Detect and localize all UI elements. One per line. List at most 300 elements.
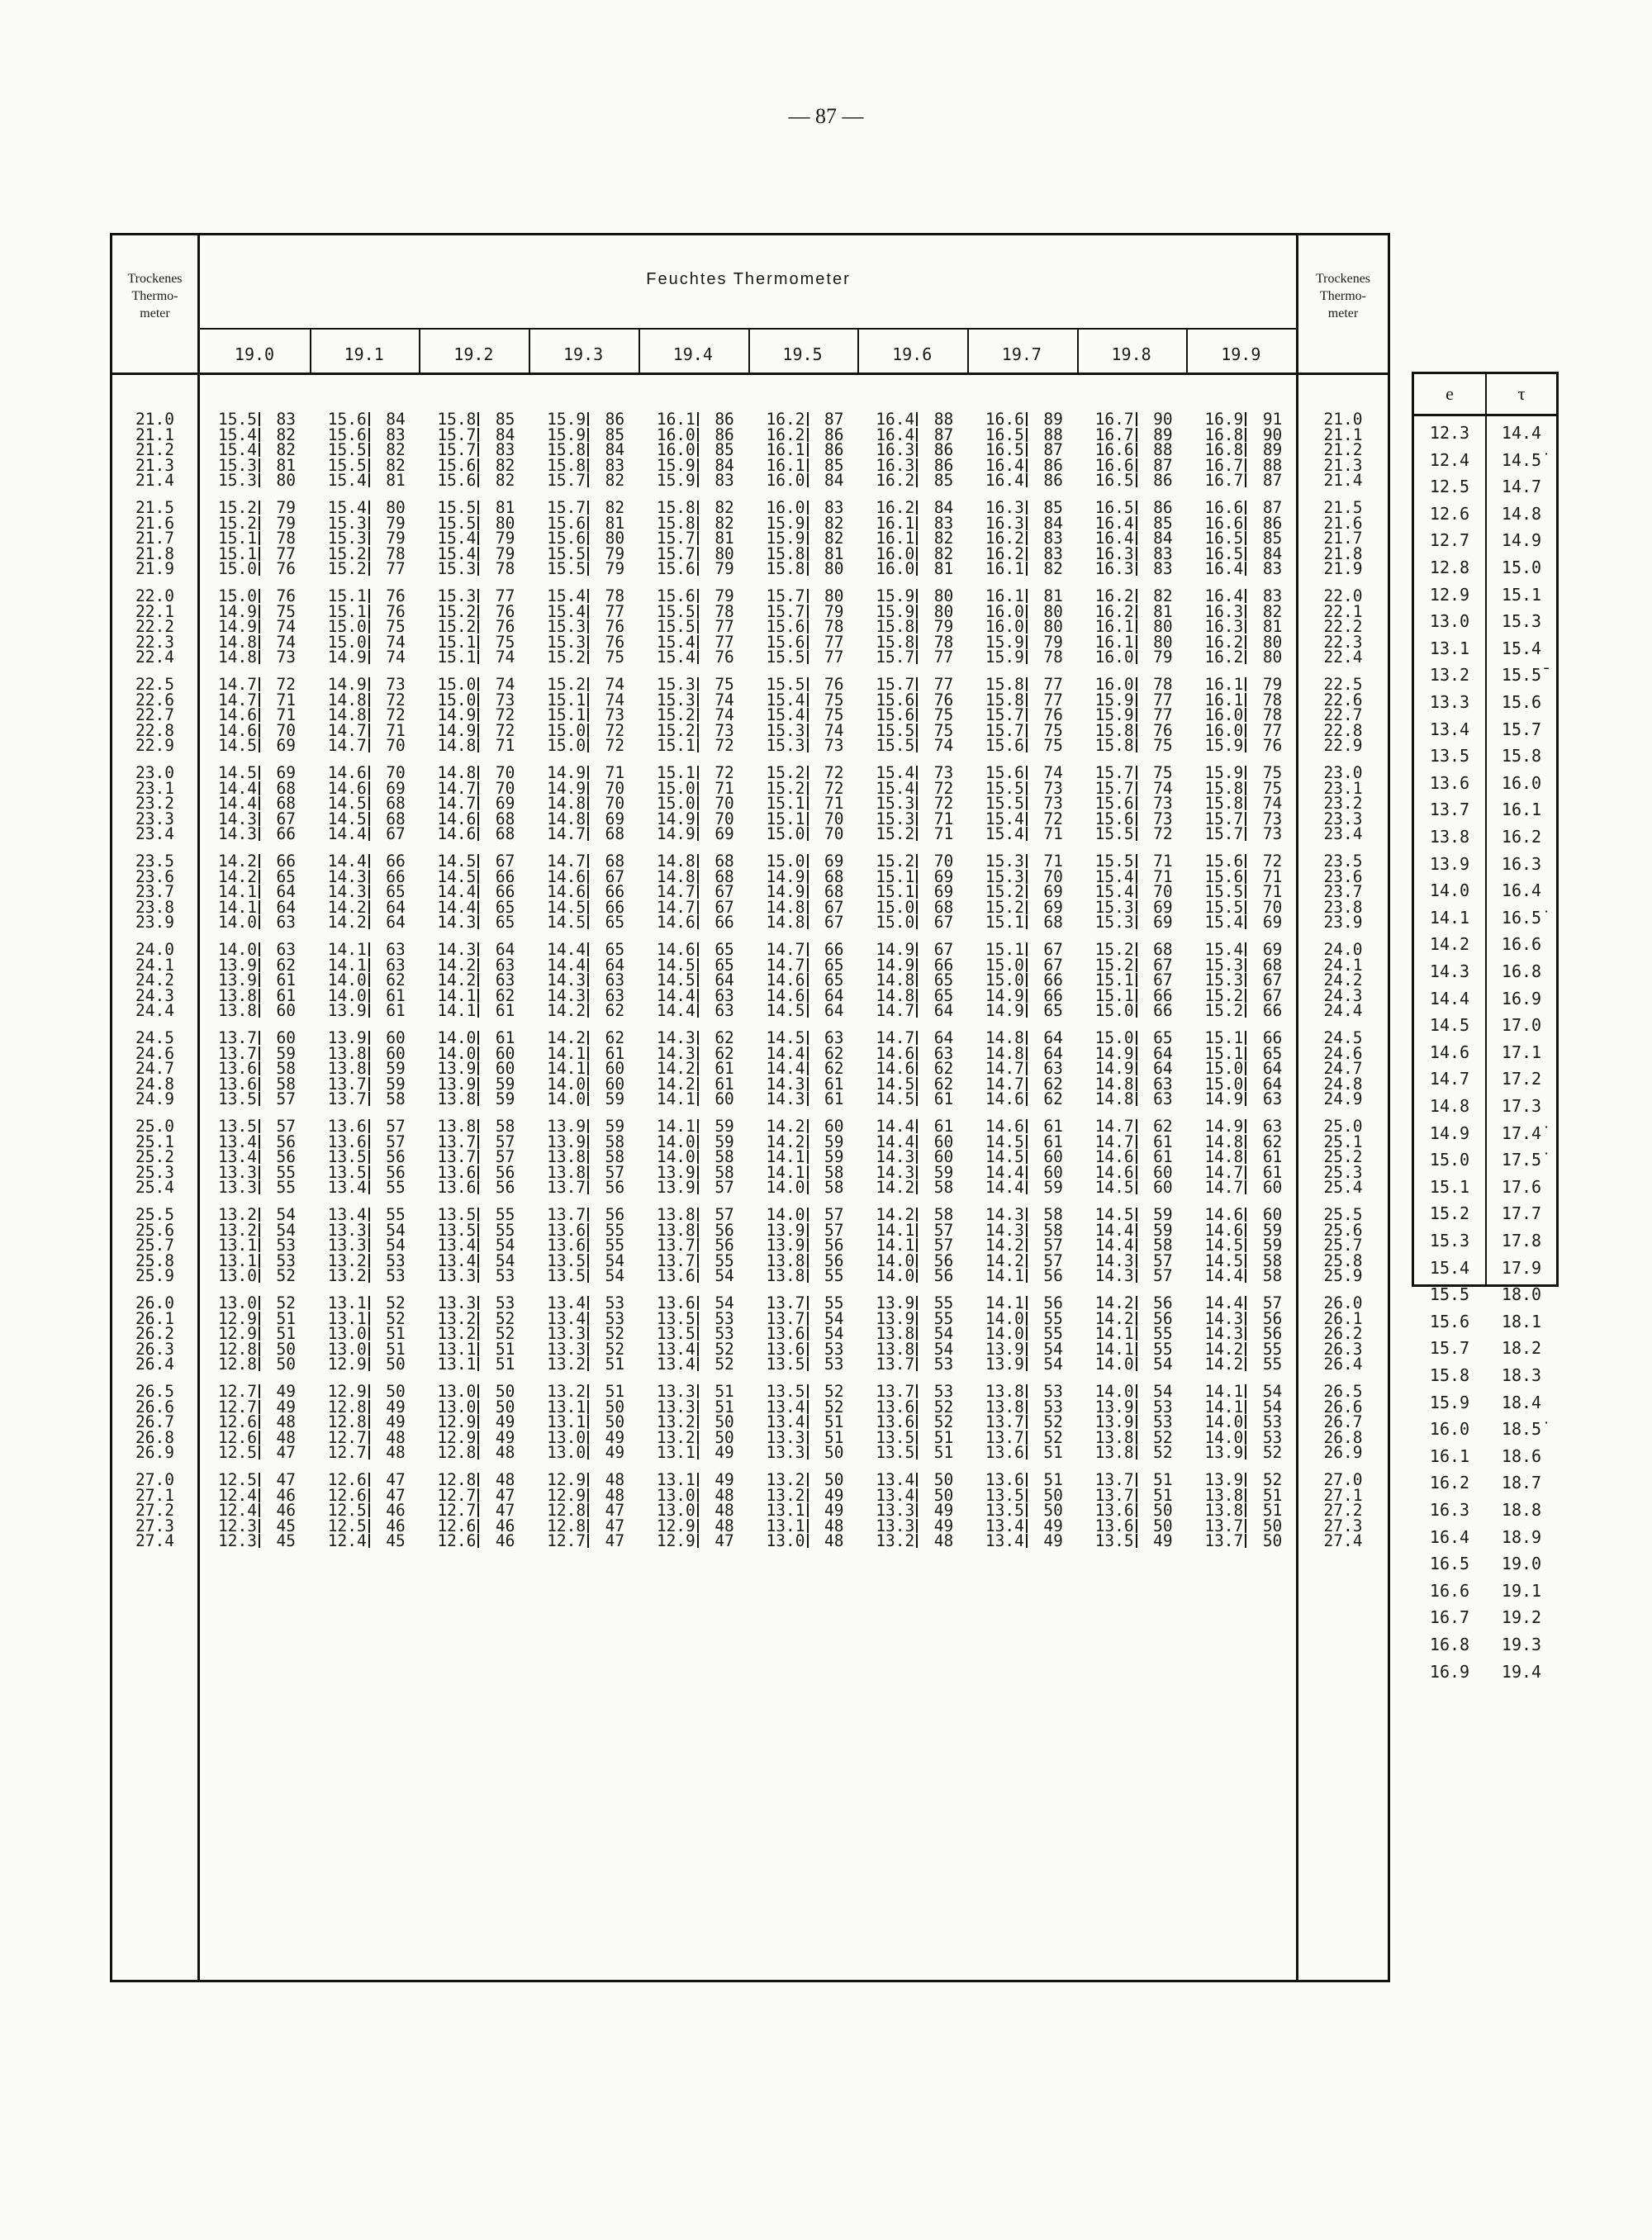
dew-point-value: 14.1 [1204, 1382, 1244, 1401]
relative-humidity-value: 60 [1043, 1162, 1063, 1182]
dry-temp-label-left: 25.4 [135, 1178, 174, 1198]
side-e-value: 13.4 [1429, 719, 1470, 739]
table-cell [867, 1356, 976, 1372]
dew-point-value: 15.3 [766, 720, 805, 740]
relative-humidity-value: 71 [276, 705, 296, 725]
dew-point-value: 14.8 [1094, 1074, 1134, 1094]
dew-point-value: 12.7 [547, 1531, 586, 1551]
side-e-value: 14.5 [1429, 1015, 1470, 1036]
dew-point-value: 16.3 [985, 498, 1024, 517]
dry-temp-label-right: 23.3 [1323, 809, 1363, 828]
dry-temp-label-left: 24.1 [135, 955, 174, 975]
dew-point-value: 14.2 [876, 1178, 915, 1198]
dew-point-value: 16.3 [1094, 559, 1134, 579]
dew-point-value: 14.5 [876, 1089, 915, 1109]
dew-point-value: 15.6 [1204, 852, 1244, 871]
dew-point-value: 13.3 [437, 1293, 477, 1312]
dew-point-value: 15.2 [766, 778, 805, 798]
relative-humidity-value: 60 [714, 1089, 734, 1109]
relative-humidity-value: 59 [714, 1132, 734, 1151]
dry-temp-label-right: 24.1 [1323, 955, 1363, 975]
relative-humidity-value: 77 [386, 559, 406, 579]
dew-point-value: 16.4 [985, 455, 1024, 475]
dew-point-value: 13.5 [876, 1427, 915, 1447]
dew-point-value: 14.9 [437, 720, 477, 740]
dew-point-value: 13.6 [547, 1220, 586, 1240]
relative-humidity-value: 47 [386, 1485, 406, 1505]
relative-humidity-value: 51 [933, 1427, 954, 1447]
relative-humidity-value: 79 [495, 529, 515, 548]
dew-point-value: 15.1 [985, 913, 1024, 933]
dew-point-value: 12.8 [218, 1355, 257, 1374]
dew-point-value: 13.7 [547, 1205, 586, 1224]
relative-humidity-value: 53 [714, 1308, 734, 1328]
dry-temp-label-right: 21.1 [1323, 425, 1363, 444]
relative-humidity-value: 52 [386, 1308, 406, 1328]
side-tau-value: 19.1 [1501, 1580, 1542, 1601]
relative-humidity-value: 58 [495, 1117, 515, 1136]
dew-point-value: 16.0 [766, 498, 805, 517]
side-tau-value: 15.0 [1501, 558, 1542, 577]
table-cell [210, 561, 319, 577]
table-cell [210, 736, 319, 756]
relative-humidity-value: 91 [1262, 410, 1283, 429]
dew-point-value: 13.0 [656, 1485, 695, 1505]
dew-point-value: 13.8 [547, 1162, 586, 1182]
relative-humidity-value: 57 [276, 1117, 296, 1136]
dew-point-value: 13.4 [766, 1397, 805, 1417]
dew-point-value: 15.7 [985, 720, 1024, 740]
dew-point-value: 16.5 [1204, 543, 1244, 563]
relative-humidity-value: 55 [1153, 1339, 1173, 1359]
dew-point-value: 16.3 [876, 440, 915, 460]
relative-humidity-value: 48 [824, 1516, 844, 1535]
dew-point-value: 15.4 [656, 632, 695, 652]
dew-point-value: 13.9 [766, 1220, 805, 1240]
dew-point-value: 15.8 [985, 690, 1024, 709]
dry-temp-label-left: 21.5 [135, 498, 174, 517]
relative-humidity-value: 58 [1262, 1266, 1283, 1286]
side-tau-value: 18.7 [1501, 1473, 1542, 1493]
relative-humidity-value: 52 [1262, 1443, 1283, 1463]
dew-point-value: 13.7 [218, 1028, 257, 1047]
relative-humidity-value: 81 [495, 498, 515, 517]
relative-humidity-value: 71 [495, 736, 515, 756]
dry-temp-label-left: 21.3 [135, 455, 174, 475]
relative-humidity-value: 62 [1153, 1117, 1173, 1136]
side-e-value: 13.6 [1429, 772, 1470, 793]
dry-temp-label-right: 22.1 [1323, 601, 1363, 621]
side-e-value: 14.9 [1429, 1122, 1470, 1143]
dew-point-value: 13.9 [437, 1074, 477, 1094]
table-cell [210, 1533, 319, 1549]
dew-point-value: 16.0 [876, 543, 915, 563]
relative-humidity-value: 64 [933, 1028, 954, 1047]
dry-temp-label-left: 26.2 [135, 1324, 174, 1344]
relative-humidity-value: 50 [276, 1339, 296, 1359]
dew-point-value: 14.3 [218, 809, 257, 828]
dew-point-value: 15.7 [1094, 778, 1134, 798]
dew-point-value: 13.5 [547, 1266, 586, 1286]
dew-point-value: 14.4 [985, 1178, 1024, 1198]
dew-point-value: 16.1 [985, 586, 1024, 605]
dry-temp-label-left: 23.4 [135, 824, 174, 844]
table-cell [1196, 1001, 1305, 1021]
relative-humidity-value: 80 [605, 529, 625, 548]
dew-point-value: 14.9 [876, 940, 915, 959]
relative-humidity-value: 57 [495, 1147, 515, 1167]
relative-humidity-value: 49 [386, 1412, 406, 1432]
relative-humidity-value: 49 [605, 1427, 625, 1447]
dew-point-value: 12.8 [437, 1470, 477, 1489]
dew-point-value: 14.2 [985, 1236, 1024, 1255]
relative-humidity-value: 86 [824, 440, 844, 460]
dew-point-value: 15.5 [547, 543, 586, 563]
table-cell [1196, 1443, 1305, 1463]
side-tau-value: 14.5̇ [1501, 449, 1542, 470]
relative-humidity-value: 67 [1262, 971, 1283, 990]
relative-humidity-value: 62 [1262, 1132, 1283, 1151]
table-cell [1087, 1178, 1196, 1198]
relative-humidity-value: 76 [933, 690, 954, 709]
dew-point-value: 15.6 [656, 559, 695, 579]
dew-point-value: 13.4 [985, 1516, 1024, 1535]
relative-humidity-value: 54 [933, 1324, 954, 1344]
dew-point-value: 13.5 [985, 1485, 1024, 1505]
dew-point-value: 13.6 [1094, 1501, 1134, 1521]
table-cell [1196, 826, 1305, 842]
relative-humidity-value: 68 [386, 794, 406, 814]
dew-point-value: 15.7 [437, 440, 477, 460]
side-e-value: 15.0 [1429, 1150, 1470, 1170]
dew-point-value: 14.1 [1204, 1397, 1244, 1417]
dew-point-value: 15.8 [1204, 778, 1244, 798]
dew-point-value: 16.0 [985, 617, 1024, 637]
relative-humidity-value: 65 [1153, 1028, 1173, 1047]
relative-humidity-value: 85 [1043, 498, 1063, 517]
dew-point-value: 16.6 [1204, 498, 1244, 517]
dew-point-value: 13.2 [437, 1324, 477, 1344]
dew-point-value: 14.1 [218, 897, 257, 917]
dew-point-value: 15.0 [985, 971, 1024, 990]
relative-humidity-value: 85 [495, 410, 515, 429]
table-cell [867, 1091, 976, 1107]
relative-humidity-value: 77 [495, 586, 515, 605]
relative-humidity-value: 55 [276, 1178, 296, 1198]
dew-point-value: 14.5 [876, 1074, 915, 1094]
relative-humidity-value: 66 [1043, 971, 1063, 990]
dew-point-value: 16.1 [985, 559, 1024, 579]
relative-humidity-value: 81 [276, 455, 296, 475]
relative-humidity-value: 62 [933, 1074, 954, 1094]
relative-humidity-value: 66 [605, 897, 625, 917]
dew-point-value: 13.8 [547, 1147, 586, 1167]
side-tau-value: 18.2 [1501, 1338, 1542, 1359]
dew-point-value: 12.7 [327, 1427, 367, 1447]
dry-temp-label-right: 21.5 [1323, 498, 1363, 517]
relative-humidity-value: 78 [824, 617, 844, 637]
dew-point-value: 14.2 [327, 897, 367, 917]
table-cell [1087, 1356, 1196, 1372]
relative-humidity-value: 47 [714, 1531, 734, 1551]
wet-column-label: 19.0 [234, 344, 275, 364]
dew-point-value: 12.6 [327, 1485, 367, 1505]
relative-humidity-value: 53 [1043, 1382, 1063, 1401]
table-cell [539, 1268, 648, 1284]
dew-point-value: 15.1 [656, 763, 695, 782]
dew-point-value: 13.8 [1204, 1501, 1244, 1521]
relative-humidity-value: 57 [933, 1220, 954, 1240]
relative-humidity-value: 61 [1043, 1117, 1063, 1136]
table-cell [539, 1091, 648, 1107]
relative-humidity-value: 71 [386, 720, 406, 740]
relative-humidity-value: 85 [824, 455, 844, 475]
dew-point-value: 15.6 [547, 513, 586, 533]
dew-point-value: 13.7 [437, 1132, 477, 1151]
table-cell [648, 1356, 757, 1372]
table-cell [210, 649, 319, 665]
dew-point-value: 15.1 [327, 601, 367, 621]
relative-humidity-value: 81 [605, 513, 625, 533]
dew-point-value: 15.2 [547, 648, 586, 667]
relative-humidity-value: 46 [495, 1531, 515, 1551]
relative-humidity-value: 52 [933, 1412, 954, 1432]
dew-point-value: 12.9 [656, 1531, 695, 1551]
relative-humidity-value: 64 [933, 1001, 954, 1021]
relative-humidity-value: 53 [495, 1293, 515, 1312]
relative-humidity-value: 55 [1262, 1355, 1283, 1374]
relative-humidity-value: 46 [495, 1516, 515, 1535]
dry-temp-label-right: 21.6 [1323, 513, 1363, 533]
relative-humidity-value: 63 [276, 940, 296, 959]
relative-humidity-value: 53 [1043, 1397, 1063, 1417]
dew-point-value: 13.5 [218, 1089, 257, 1109]
table-cell [320, 649, 429, 665]
dew-point-value: 12.5 [218, 1443, 257, 1463]
relative-humidity-value: 87 [933, 425, 954, 444]
dew-point-value: 15.4 [547, 586, 586, 605]
relative-humidity-value: 66 [495, 882, 515, 902]
dew-point-value: 14.3 [656, 1043, 695, 1063]
table-cell [320, 1178, 429, 1198]
relative-humidity-value: 60 [605, 1059, 625, 1079]
dew-point-value: 15.7 [547, 471, 586, 491]
relative-humidity-value: 47 [605, 1516, 625, 1535]
dew-point-value: 12.8 [437, 1443, 477, 1463]
dew-point-value: 14.4 [766, 1043, 805, 1063]
dew-point-value: 14.7 [876, 1001, 915, 1021]
relative-humidity-value: 53 [1153, 1412, 1173, 1432]
dew-point-value: 15.5 [985, 778, 1024, 798]
relative-humidity-value: 74 [714, 690, 734, 709]
dew-point-value: 15.0 [656, 778, 695, 798]
relative-humidity-value: 64 [714, 971, 734, 990]
dew-point-value: 14.3 [327, 866, 367, 886]
relative-humidity-value: 73 [276, 648, 296, 667]
dew-point-value: 15.5 [985, 794, 1024, 814]
dew-point-value: 16.3 [1094, 543, 1134, 563]
dew-point-value: 13.4 [876, 1470, 915, 1489]
dew-point-value: 15.1 [876, 866, 915, 886]
dew-point-value: 13.4 [218, 1147, 257, 1167]
relative-humidity-value: 76 [495, 617, 515, 637]
relative-humidity-value: 62 [824, 1059, 844, 1079]
side-tau-value: 16.2 [1501, 827, 1542, 847]
side-e-value: 15.3 [1429, 1231, 1470, 1251]
dew-point-value: 16.7 [1204, 471, 1244, 491]
relative-humidity-value: 89 [1153, 425, 1173, 444]
relative-humidity-value: 90 [1153, 410, 1173, 429]
dew-point-value: 13.3 [327, 1236, 367, 1255]
relative-humidity-value: 88 [1043, 425, 1063, 444]
table-cell [977, 1178, 1086, 1198]
relative-humidity-value: 58 [1153, 1236, 1173, 1255]
dew-point-value: 13.8 [437, 1117, 477, 1136]
relative-humidity-value: 55 [495, 1205, 515, 1224]
relative-humidity-value: 53 [495, 1266, 515, 1286]
dew-point-value: 16.2 [766, 425, 805, 444]
dry-temp-label-left: 27.1 [135, 1485, 174, 1505]
relative-humidity-value: 75 [1043, 720, 1063, 740]
side-tau-value: 17.8 [1501, 1231, 1542, 1251]
dew-point-value: 14.2 [218, 866, 257, 886]
relative-humidity-value: 52 [495, 1308, 515, 1328]
dew-point-value: 12.9 [327, 1382, 367, 1401]
side-e-value: 16.3 [1429, 1500, 1470, 1520]
dew-point-value: 14.2 [766, 1117, 805, 1136]
relative-humidity-value: 59 [605, 1089, 625, 1109]
table-cell [648, 1178, 757, 1198]
dew-point-value: 14.6 [1204, 1220, 1244, 1240]
dew-point-value: 13.2 [327, 1251, 367, 1270]
dew-point-value: 14.2 [547, 1028, 586, 1047]
dew-point-value: 12.6 [437, 1531, 477, 1551]
dew-point-value: 14.1 [985, 1266, 1024, 1286]
dry-temp-label-left: 25.7 [135, 1236, 174, 1255]
relative-humidity-value: 53 [276, 1236, 296, 1255]
dew-point-value: 13.0 [547, 1443, 586, 1463]
dry-temp-label-left: 24.9 [135, 1089, 174, 1109]
relative-humidity-value: 56 [1153, 1308, 1173, 1328]
dry-temp-label-right: 22.5 [1323, 675, 1363, 694]
dew-point-value: 13.0 [547, 1427, 586, 1447]
dew-point-value: 13.7 [876, 1382, 915, 1401]
relative-humidity-value: 59 [605, 1117, 625, 1136]
dew-point-value: 13.8 [656, 1220, 695, 1240]
dew-point-value: 16.7 [1204, 455, 1244, 475]
dew-point-value: 15.8 [1204, 794, 1244, 814]
dew-point-value: 14.8 [437, 763, 477, 782]
dew-point-value: 15.4 [327, 498, 367, 517]
table-cell [867, 1533, 976, 1549]
relative-humidity-value: 66 [605, 882, 625, 902]
relative-humidity-value: 58 [714, 1162, 734, 1182]
relative-humidity-value: 75 [714, 675, 734, 694]
relative-humidity-value: 68 [386, 809, 406, 828]
dry-temp-label-left: 26.5 [135, 1382, 174, 1401]
dew-point-value: 14.1 [1094, 1339, 1134, 1359]
dew-point-value: 13.6 [656, 1266, 695, 1286]
dew-point-value: 13.3 [218, 1178, 257, 1198]
dew-point-value: 14.8 [1204, 1147, 1244, 1167]
dry-temp-label-right: 24.9 [1323, 1089, 1363, 1109]
relative-humidity-value: 76 [605, 617, 625, 637]
dew-point-value: 16.2 [766, 410, 805, 429]
table-cell [758, 561, 867, 577]
relative-humidity-value: 70 [605, 778, 625, 798]
dry-temp-label-right: 24.5 [1323, 1028, 1363, 1047]
relative-humidity-value: 49 [933, 1516, 954, 1535]
dew-point-value: 13.9 [437, 1059, 477, 1079]
relative-humidity-value: 65 [605, 913, 625, 933]
relative-humidity-value: 63 [1262, 1089, 1283, 1109]
relative-humidity-value: 70 [386, 736, 406, 756]
side-e-value: 14.3 [1429, 961, 1470, 981]
table-cell [210, 1443, 319, 1463]
dew-point-value: 14.0 [437, 1043, 477, 1063]
dry-temp-label-left: 23.6 [135, 866, 174, 886]
side-e-value: 14.1 [1429, 907, 1470, 928]
dry-temp-label-left: 22.8 [135, 720, 174, 740]
relative-humidity-value: 46 [276, 1501, 296, 1521]
relative-humidity-value: 88 [933, 410, 954, 429]
relative-humidity-value: 77 [276, 543, 296, 563]
side-e-value: 14.2 [1429, 934, 1470, 955]
dew-point-value: 16.1 [766, 455, 805, 475]
table-cell [320, 471, 429, 491]
table-cell [539, 913, 648, 933]
relative-humidity-value: 59 [1262, 1236, 1283, 1255]
dew-point-value: 14.7 [547, 824, 586, 844]
dew-point-value: 14.8 [766, 913, 805, 933]
dew-point-value: 14.8 [547, 809, 586, 828]
relative-humidity-value: 79 [714, 559, 734, 579]
relative-humidity-value: 67 [933, 913, 954, 933]
relative-humidity-value: 80 [386, 498, 406, 517]
dew-point-value: 13.1 [766, 1516, 805, 1535]
dew-point-value: 15.2 [327, 559, 367, 579]
dew-point-value: 15.0 [547, 720, 586, 740]
relative-humidity-value: 68 [276, 794, 296, 814]
table-cell [429, 1178, 538, 1198]
side-e-value: 16.7 [1429, 1607, 1470, 1628]
dew-point-value: 15.2 [876, 824, 915, 844]
dry-temp-label-right: 27.0 [1323, 1470, 1363, 1489]
relative-humidity-value: 50 [1262, 1516, 1283, 1535]
dew-point-value: 13.5 [437, 1220, 477, 1240]
dew-point-value: 14.8 [218, 648, 257, 667]
dew-point-value: 15.6 [327, 410, 367, 429]
dry-temp-label-right: 25.4 [1323, 1178, 1363, 1198]
dew-point-value: 14.8 [766, 897, 805, 917]
relative-humidity-value: 56 [714, 1236, 734, 1255]
dew-point-value: 12.7 [437, 1501, 477, 1521]
table-cell [320, 1443, 429, 1463]
relative-humidity-value: 82 [386, 455, 406, 475]
dew-point-value: 14.4 [437, 882, 477, 902]
dew-point-value: 13.6 [218, 1074, 257, 1094]
dew-point-value: 13.7 [437, 1147, 477, 1167]
dew-point-value: 14.6 [327, 763, 367, 782]
relative-humidity-value: 70 [605, 794, 625, 814]
relative-humidity-value: 45 [276, 1516, 296, 1535]
side-e-value: 14.6 [1429, 1042, 1470, 1062]
dew-point-value: 16.2 [876, 498, 915, 517]
relative-humidity-value: 78 [1262, 705, 1283, 725]
dew-point-value: 16.2 [1094, 586, 1134, 605]
dew-point-value: 16.8 [1204, 440, 1244, 460]
dew-point-value: 13.3 [656, 1382, 695, 1401]
